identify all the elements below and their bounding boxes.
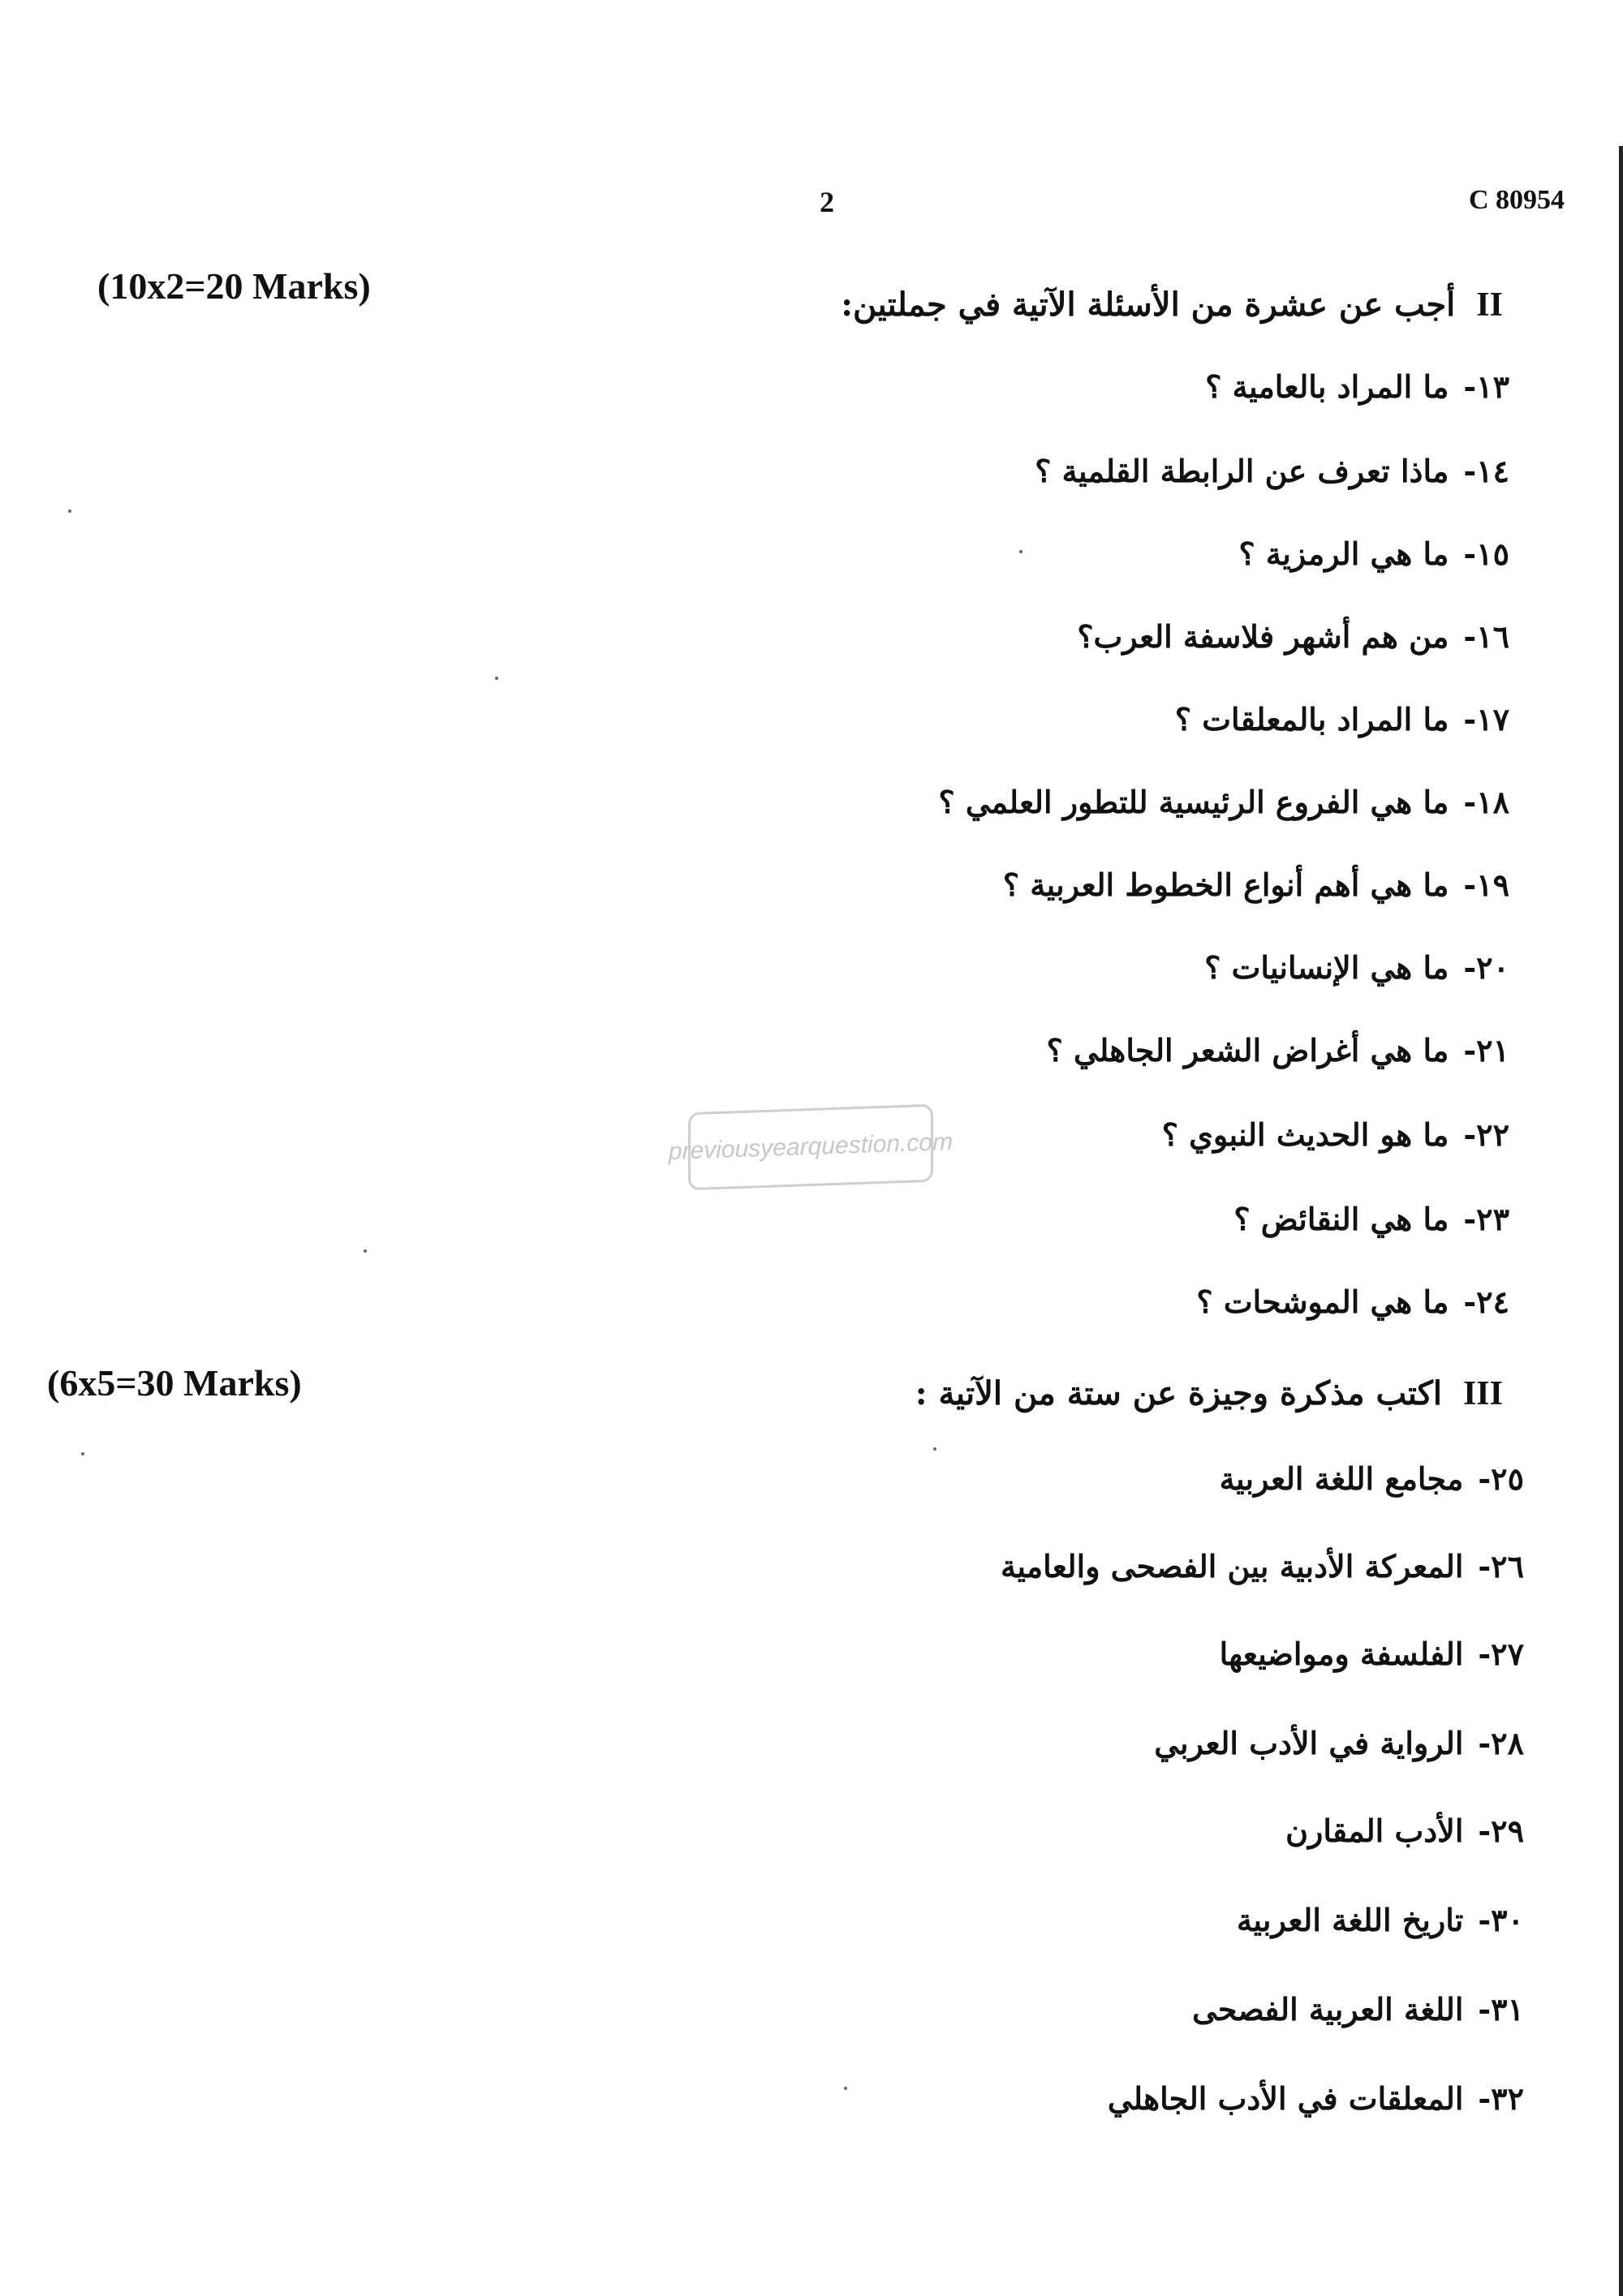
question-text: المعركة الأدبية بين الفصحى والعامية	[1000, 1548, 1464, 1584]
page-edge-line	[1619, 146, 1623, 2296]
question-23	[1233, 1201, 1509, 1237]
question-text: ما المراد بالمعلقات ؟	[1174, 701, 1449, 737]
scan-speck	[495, 677, 498, 680]
question-16	[1077, 618, 1509, 655]
question-number: ١٨-	[1463, 784, 1509, 820]
question-number: ١٥-	[1463, 535, 1509, 572]
question-21	[1047, 1032, 1509, 1068]
question-number: ٢١-	[1463, 1032, 1509, 1068]
question-number: ٢٤-	[1463, 1283, 1509, 1320]
question-number: ٢٨-	[1478, 1725, 1524, 1761]
question-28	[1154, 1725, 1524, 1761]
scan-speck	[68, 510, 71, 513]
section-3-marks: (6x5=30 Marks)	[47, 1362, 302, 1404]
question-text: ما هي الإنسانيات ؟	[1204, 949, 1449, 986]
question-13	[1205, 368, 1509, 405]
question-text: الأدب المقارن	[1285, 1812, 1464, 1849]
question-text: تاريخ اللغة العربية	[1237, 1902, 1464, 1938]
question-25	[1220, 1460, 1524, 1497]
question-text: ما هي الفروع الرئيسية للتطور العلمي ؟	[938, 784, 1449, 820]
scan-speck	[933, 1447, 936, 1451]
question-number: ٣٢-	[1478, 2080, 1524, 2117]
question-text: الرواية في الأدب العربي	[1154, 1725, 1464, 1761]
question-19	[1003, 866, 1509, 903]
question-14	[1035, 453, 1509, 489]
question-30	[1237, 1902, 1524, 1938]
question-text: اللغة العربية الفصحى	[1192, 1991, 1464, 2027]
scan-speck	[844, 2087, 847, 2090]
question-text: ما المراد بالعامية ؟	[1205, 368, 1449, 405]
section-3-numeral: III	[1462, 1375, 1503, 1412]
question-17	[1175, 701, 1509, 737]
watermark-logo: previousyearquestion.com	[688, 1104, 933, 1191]
question-text: ما هي أغراض الشعر الجاهلي ؟	[1046, 1032, 1449, 1068]
question-29	[1285, 1812, 1524, 1849]
question-text: الفلسفة ومواضيعها	[1219, 1636, 1464, 1672]
question-15	[1239, 535, 1509, 572]
question-22	[1162, 1116, 1509, 1153]
question-18	[938, 784, 1509, 820]
question-number: ٣٠-	[1478, 1902, 1524, 1938]
question-text: من هم أشهر فلاسفة العرب؟	[1077, 618, 1449, 655]
question-text: ما هو الحديث النبوي ؟	[1161, 1116, 1449, 1153]
page-number: 2	[820, 186, 834, 218]
question-text: ما هي أهم أنواع الخطوط العربية ؟	[1002, 866, 1449, 903]
question-number: ٢٩-	[1478, 1812, 1524, 1849]
section-3-heading	[915, 1374, 1503, 1413]
question-text: ماذا تعرف عن الرابطة القلمية ؟	[1035, 453, 1449, 489]
question-31	[1192, 1991, 1524, 2027]
scan-speck	[364, 1249, 367, 1253]
question-number: ٢٥-	[1478, 1460, 1524, 1497]
question-24	[1196, 1283, 1509, 1320]
scan-speck	[1019, 550, 1022, 553]
section-3-instruction: اكتب مذكرة وجيزة عن ستة من الآتية :	[915, 1374, 1442, 1412]
section-2-instruction: أجب عن عشرة من الأسئلة الآتية في جملتين:	[841, 286, 1456, 324]
question-number: ٢٣-	[1463, 1201, 1509, 1237]
question-text: مجامع اللغة العربية	[1219, 1460, 1464, 1497]
paper-code: C 80954	[1468, 185, 1565, 215]
question-number: ١٣-	[1463, 368, 1509, 405]
question-26	[1001, 1548, 1524, 1584]
question-text: ما هي الرمزية ؟	[1238, 535, 1449, 572]
question-text: المعلقات في الأدب الجاهلي	[1107, 2080, 1464, 2117]
question-number: ٢٢-	[1463, 1116, 1509, 1153]
question-number: ١٦-	[1463, 618, 1509, 655]
question-text: ما هي النقائض ؟	[1233, 1201, 1449, 1237]
scan-speck	[81, 1452, 84, 1455]
question-number: ١٩-	[1463, 866, 1509, 903]
section-2-numeral: II	[1476, 286, 1503, 324]
question-number: ١٤-	[1463, 453, 1509, 489]
question-number: ٢٦-	[1478, 1548, 1524, 1584]
section-2-heading	[841, 286, 1503, 325]
question-32	[1108, 2080, 1524, 2117]
question-number: ٢٠-	[1463, 949, 1509, 986]
question-27	[1220, 1636, 1524, 1672]
section-2-marks: (10x2=20 Marks)	[97, 265, 371, 307]
question-number: ٢٧-	[1478, 1636, 1524, 1672]
question-20	[1204, 949, 1509, 986]
question-text: ما هي الموشحات ؟	[1196, 1283, 1449, 1320]
question-number: ٣١-	[1478, 1991, 1524, 2027]
question-number: ١٧-	[1463, 701, 1509, 737]
